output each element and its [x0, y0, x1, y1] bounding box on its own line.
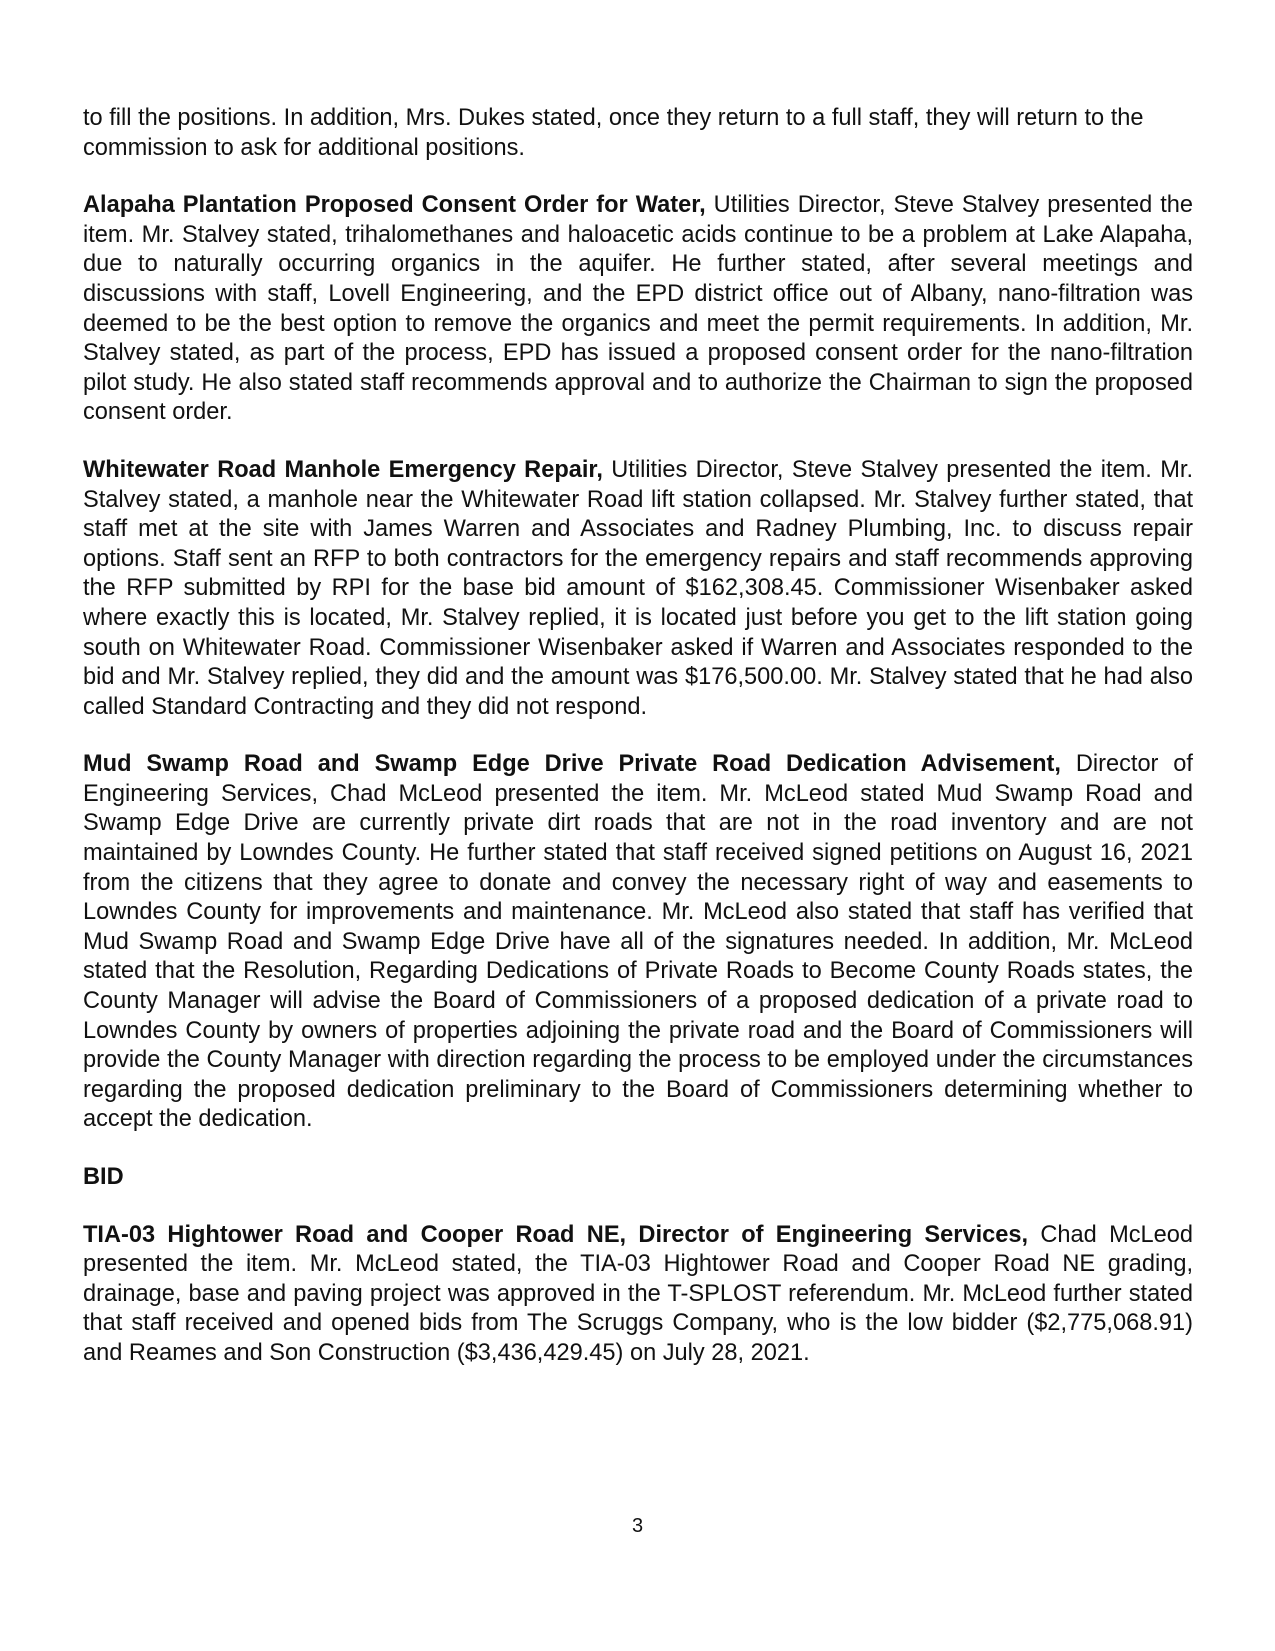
agenda-item-whitewater — [83, 456, 1193, 722]
agenda-item-mud-swamp — [83, 750, 1193, 1135]
continuation-paragraph: to fill the positions. In addition, Mrs. Dukes stated, once they return to a full staff, they will return to the commission to ask for additional positions. — [83, 105, 1144, 161]
page-number: 3 — [631, 1515, 644, 1537]
agenda-item-title: Whitewater Road Manhole Emergency Repair, — [83, 456, 603, 483]
section-heading-bid: BID — [83, 1164, 124, 1190]
bid-item-body: Chad McLeod presented the item. Mr. McLeod stated, the TIA-03 Hightower Road and Cooper Road NE grading, drainage, base and paving project was approved in the T-SPLOST referendum. Mr. McLeod further stated that staff received and opened bids from The Scruggs Company, who is the low bidder ($2,775,068.91) and Reames and Son Construction ($3,436,429.45) on July 28, 2021. — [83, 1221, 1194, 1366]
bid-item-title: TIA-03 Hightower Road and Cooper Road NE, Director of Engineering Services, — [83, 1221, 1029, 1248]
agenda-item-alapaha — [83, 191, 1193, 428]
agenda-item-title: Mud Swamp Road and Swamp Edge Drive Private Road Dedication Advisement, — [83, 751, 1061, 778]
agenda-item-body: Utilities Director, Steve Stalvey presented the item. Mr. Stalvey stated, trihalomethanes and haloacetic acids continue to be a problem at Lake Alapaha, due to naturally occurring organics in the aquifer. He further stated, after several meetings and discussions with staff, Lovell Engineering, and the EPD district office out of Albany, nano-filtration was deemed to be the best option to remove the organics and meet the permit requirements. In addition, Mr. Stalvey stated, as part of the process, EPD has issued a proposed consent order for the nano-filtration pilot study. He also stated staff recommends approval and to authorize the Chairman to sign the proposed consent order. — [83, 192, 1193, 426]
agenda-item-body: Director of Engineering Services, Chad McLeod presented the item. Mr. McLeod stated Mud Swamp Road and Swamp Edge Drive are currently private dirt roads that are not in the road inventory and are not maintained by Lowndes County. He further stated that staff received signed petitions on August 16, 2021 from the citizens that they agree to donate and convey the necessary right of way and easements to Lowndes County for improvements and maintenance. Mr. McLeod also stated that staff has verified that Mud Swamp Road and Swamp Edge Drive have all of the signatures needed. In addition, Mr. McLeod stated that the Resolution, Regarding Dedications of Private Roads to Become County Roads states, the County Manager will advise the Board of Commissioners of a proposed dedication of a private road to Lowndes County by owners of properties adjoining the private road and the Board of Commissioners will provide the County Manager with direction regarding the process to be employed under the circumstances regarding the proposed dedication preliminary to the Board of Commissioners determining whether to accept the dedication. — [83, 751, 1193, 1133]
bid-item-tia-03 — [83, 1221, 1193, 1369]
agenda-item-title: Alapaha Plantation Proposed Consent Order for Water, — [83, 192, 706, 219]
agenda-item-body: Utilities Director, Steve Stalvey presented the item. Mr. Stalvey stated, a manhole near the Whitewater Road lift station collapsed. Mr. Stalvey further stated, that staff met at the site with James Warren and Associates and Radney Plumbing, Inc. to discuss repair options. Staff sent an RFP to both contractors for the emergency repairs and staff recommends approving the RFP submitted by RPI for the base bid amount of $162,308.45. Commissioner Wisenbaker asked where exactly this is located, Mr. Stalvey replied, it is located just before you get to the lift station going south on Whitewater Road. Commissioner Wisenbaker asked if Warren and Associates responded to the bid and Mr. Stalvey replied, they did and the amount was $176,500.00. Mr. Stalvey stated that he had also called Standard Contracting and they did not respond. — [83, 456, 1193, 720]
document-page — [83, 104, 1193, 1397]
